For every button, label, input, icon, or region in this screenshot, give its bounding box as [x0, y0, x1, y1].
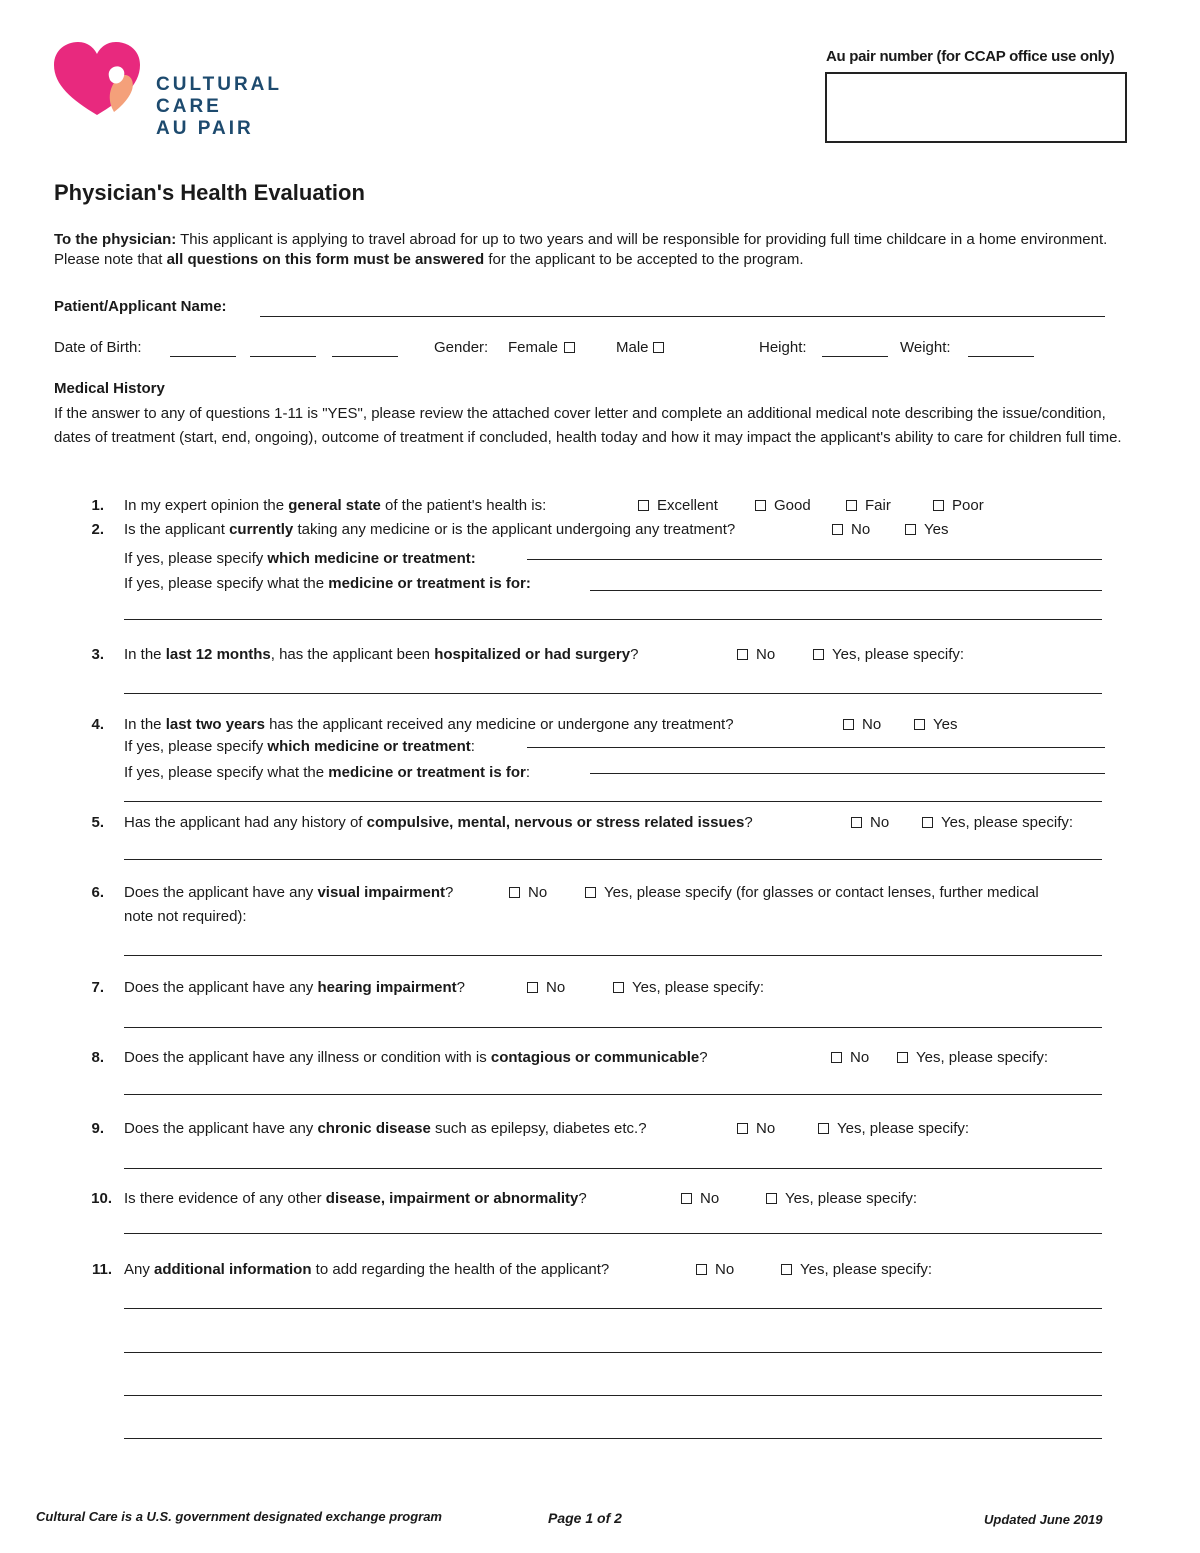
q11-specify-line-3[interactable]	[124, 1395, 1102, 1396]
q11-option-yes[interactable]: Yes, please specify:	[781, 1261, 932, 1278]
q1-text: In my expert opinion the general state of the patient's health is:	[124, 497, 547, 514]
q2-text: Is the applicant currently taking any medicine or is the applicant undergoing any treatment?	[124, 521, 736, 538]
intro-text-2: for the applicant to be accepted to the program.	[484, 251, 804, 268]
footer-page: Page 1 of 2	[548, 1510, 622, 1526]
female-checkbox[interactable]	[564, 342, 575, 353]
intro-lead: To the physician:	[54, 231, 177, 248]
q8-option-yes[interactable]: Yes, please specify:	[897, 1049, 1048, 1066]
q2-checkbox-yes[interactable]	[905, 524, 916, 535]
height-field[interactable]	[822, 356, 888, 357]
dob-field-3[interactable]	[332, 356, 398, 357]
q6-text-cont: note not required):	[124, 908, 247, 925]
q4-specify-for: If yes, please specify what the medicine or treatment is for:	[124, 764, 531, 781]
dob-field-2[interactable]	[250, 356, 316, 357]
q4-option-yes[interactable]: Yes	[914, 716, 957, 733]
q10-text: Is there evidence of any other disease, impairment or abnormality?	[124, 1190, 587, 1207]
q4-number: 4.	[91, 716, 104, 733]
q4-checkbox-yes[interactable]	[914, 719, 925, 730]
q1-option-good[interactable]: Good	[755, 497, 811, 514]
q1-checkbox-excellent[interactable]	[638, 500, 649, 511]
q11-option-no[interactable]: No	[696, 1261, 734, 1278]
q10-checkbox-yes[interactable]	[766, 1193, 777, 1204]
q2-specify-for: If yes, please specify what the medicine or treatment is for:	[124, 575, 531, 592]
q4-option-no[interactable]: No	[843, 716, 881, 733]
q7-option-yes[interactable]: Yes, please specify:	[613, 979, 764, 996]
q9-checkbox-yes[interactable]	[818, 1123, 829, 1134]
name-label: Patient/Applicant Name:	[54, 298, 227, 315]
q3-checkbox-no[interactable]	[737, 649, 748, 660]
q7-text: Does the applicant have any hearing impairment?	[124, 979, 466, 996]
dob-field-1[interactable]	[170, 356, 236, 357]
logo-line-1: CULTURAL	[156, 74, 283, 95]
q6-text: Does the applicant have any visual impairment?	[124, 884, 454, 901]
q2-number: 2.	[91, 521, 104, 538]
male-label: Male	[616, 339, 649, 356]
q3-specify-line[interactable]	[124, 693, 1102, 694]
q10-option-yes[interactable]: Yes, please specify:	[766, 1190, 917, 1207]
footer-left: Cultural Care is a U.S. government designated exchange program	[36, 1509, 442, 1524]
q6-option-yes[interactable]: Yes, please specify (for glasses or contact lenses, further medical	[585, 884, 1039, 901]
q9-text: Does the applicant have any chronic disease such as epilepsy, diabetes etc.?	[124, 1120, 647, 1137]
q2-option-yes[interactable]: Yes	[905, 521, 948, 538]
q11-specify-line-4[interactable]	[124, 1438, 1102, 1439]
au-pair-number-box[interactable]	[825, 72, 1127, 143]
q8-text: Does the applicant have any illness or condition with is contagious or communicable?	[124, 1049, 708, 1066]
q5-number: 5.	[91, 814, 104, 831]
q4-checkbox-no[interactable]	[843, 719, 854, 730]
q7-specify-line[interactable]	[124, 1027, 1102, 1028]
q1-checkbox-fair[interactable]	[846, 500, 857, 511]
q4-which-field[interactable]	[527, 747, 1105, 748]
intro-paragraph	[54, 230, 1124, 270]
q6-specify-line[interactable]	[124, 955, 1102, 956]
q1-checkbox-poor[interactable]	[933, 500, 944, 511]
q11-checkbox-no[interactable]	[696, 1264, 707, 1275]
q11-checkbox-yes[interactable]	[781, 1264, 792, 1275]
q4-for-field[interactable]	[590, 773, 1105, 774]
q9-number: 9.	[91, 1120, 104, 1137]
q11-specify-line-2[interactable]	[124, 1352, 1102, 1353]
q1-option-fair[interactable]: Fair	[846, 497, 891, 514]
q10-number: 10.	[91, 1190, 112, 1207]
q6-number: 6.	[91, 884, 104, 901]
weight-field[interactable]	[968, 356, 1034, 357]
female-label: Female	[508, 339, 559, 356]
heart-logo-icon	[52, 40, 142, 120]
q2-for-field[interactable]	[590, 590, 1102, 591]
medical-history-heading: Medical History	[54, 380, 165, 397]
q8-specify-line[interactable]	[124, 1094, 1102, 1095]
logo	[52, 40, 292, 140]
q7-option-no[interactable]: No	[527, 979, 565, 996]
q7-number: 7.	[91, 979, 104, 996]
q7-checkbox-no[interactable]	[527, 982, 538, 993]
q8-option-no[interactable]: No	[831, 1049, 869, 1066]
medical-history-text: If the answer to any of questions 1-11 is "YES", please review the attached cover letter and complete an additional medical note describing the issue/condition, dates of treatment (start, end, ongoing), outcome of treatment if concluded, health today and how it may impact the applicant's ability to care for children full time.	[54, 405, 1122, 446]
q1-option-excellent[interactable]: Excellent	[638, 497, 718, 514]
q1-checkbox-good[interactable]	[755, 500, 766, 511]
q10-checkbox-no[interactable]	[681, 1193, 692, 1204]
name-field[interactable]	[260, 316, 1105, 317]
q9-option-yes[interactable]: Yes, please specify:	[818, 1120, 969, 1137]
q3-option-no[interactable]: No	[737, 646, 775, 663]
gender-male[interactable]	[616, 339, 672, 356]
q10-specify-line[interactable]	[124, 1233, 1102, 1234]
q9-specify-line[interactable]	[124, 1168, 1102, 1169]
q4-text: In the last two years has the applicant received any medicine or undergone any treatment?	[124, 716, 734, 733]
q5-option-no[interactable]: No	[851, 814, 889, 831]
q10-option-no[interactable]: No	[681, 1190, 719, 1207]
q3-number: 3.	[91, 646, 104, 663]
q3-text: In the last 12 months, has the applicant been hospitalized or had surgery?	[124, 646, 639, 663]
logo-line-2: CARE	[156, 96, 222, 117]
gender-label: Gender:	[434, 339, 489, 356]
q2-extra-line[interactable]	[124, 619, 1102, 620]
logo-line-3: AU PAIR	[156, 118, 254, 139]
footer-updated: Updated June 2019	[984, 1512, 1103, 1527]
q5-option-yes[interactable]: Yes, please specify:	[922, 814, 1073, 831]
q5-checkbox-yes[interactable]	[922, 817, 933, 828]
q9-checkbox-no[interactable]	[737, 1123, 748, 1134]
q6-checkbox-no[interactable]	[509, 887, 520, 898]
q2-checkbox-no[interactable]	[832, 524, 843, 535]
q8-checkbox-yes[interactable]	[897, 1052, 908, 1063]
intro-text-1: This applicant is applying to travel abroad for up to two years and will be responsible for providing full time childcare in a home environment. Please note that	[54, 231, 1108, 268]
page-title: Physician's Health Evaluation	[54, 180, 365, 205]
dob-label: Date of Birth:	[54, 339, 142, 356]
male-checkbox[interactable]	[653, 342, 664, 353]
q2-which-field[interactable]	[527, 559, 1102, 560]
q5-text: Has the applicant had any history of compulsive, mental, nervous or stress related issues?	[124, 814, 753, 831]
q2-option-no[interactable]: No	[832, 521, 870, 538]
height-label: Height:	[759, 339, 807, 356]
q1-option-poor[interactable]: Poor	[933, 497, 984, 514]
q4-extra-line[interactable]	[124, 801, 1102, 802]
q5-checkbox-no[interactable]	[851, 817, 862, 828]
weight-label: Weight:	[900, 339, 951, 356]
q7-checkbox-yes[interactable]	[613, 982, 624, 993]
q9-option-no[interactable]: No	[737, 1120, 775, 1137]
q6-option-no[interactable]: No	[509, 884, 547, 901]
q11-specify-line-1[interactable]	[124, 1308, 1102, 1309]
q3-option-yes[interactable]: Yes, please specify:	[813, 646, 964, 663]
q2-specify-which: If yes, please specify which medicine or treatment:	[124, 550, 476, 567]
q5-specify-line[interactable]	[124, 859, 1102, 860]
au-pair-number-label: Au pair number (for CCAP office use only)	[826, 48, 1115, 65]
gender-female[interactable]	[508, 339, 583, 356]
q8-checkbox-no[interactable]	[831, 1052, 842, 1063]
q1-number: 1.	[91, 497, 104, 514]
q6-checkbox-yes[interactable]	[585, 887, 596, 898]
q11-text: Any additional information to add regarding the health of the applicant?	[124, 1261, 610, 1278]
intro-bold: all questions on this form must be answered	[166, 251, 485, 268]
q8-number: 8.	[91, 1049, 104, 1066]
q11-number: 11.	[91, 1261, 112, 1278]
q3-checkbox-yes[interactable]	[813, 649, 824, 660]
q4-specify-which: If yes, please specify which medicine or treatment:	[124, 738, 475, 755]
